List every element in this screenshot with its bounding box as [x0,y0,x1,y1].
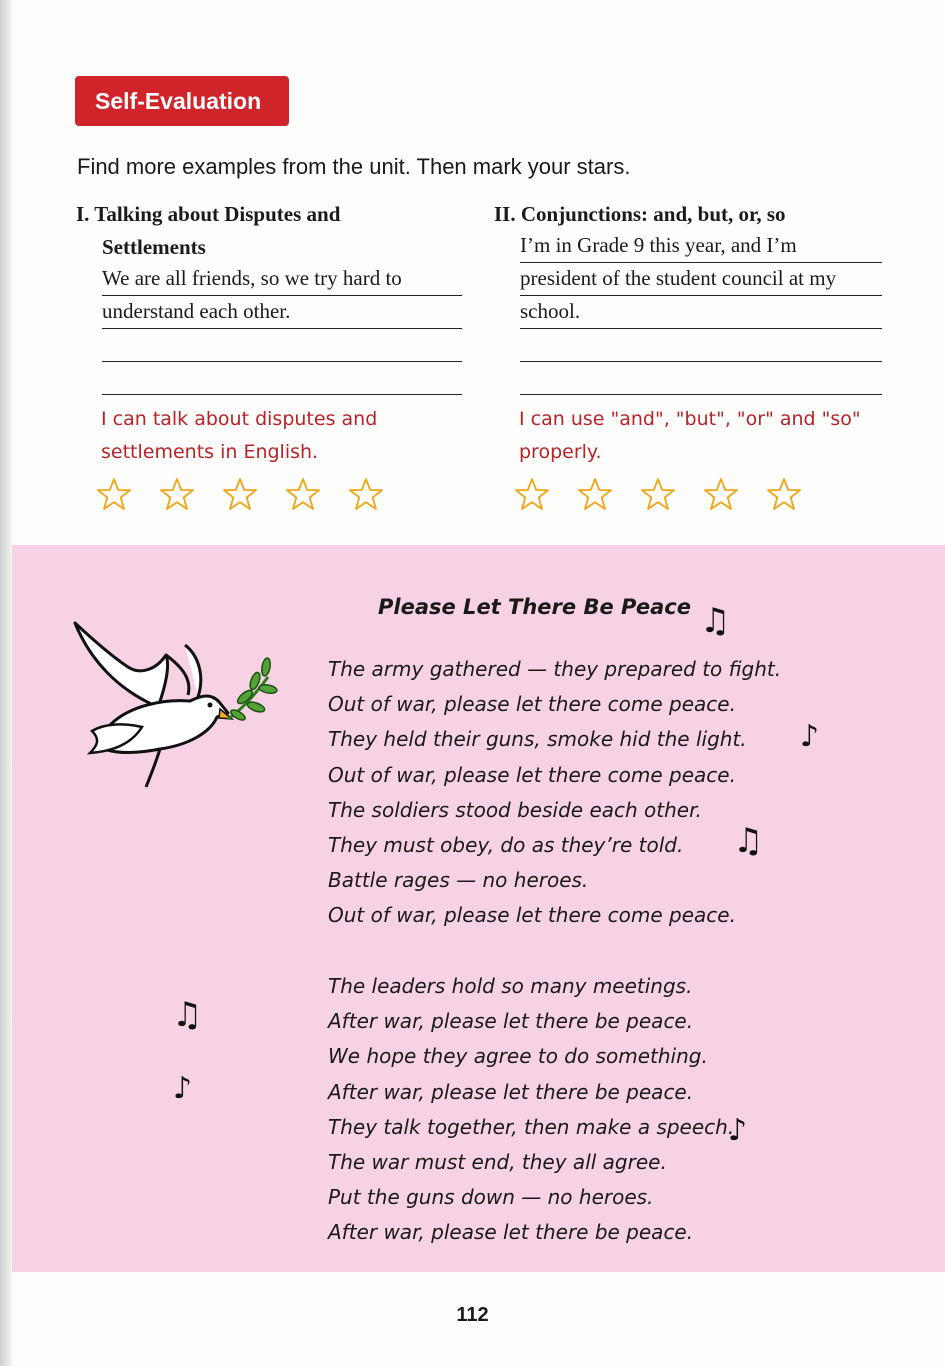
star-rating [96,477,466,513]
poem-line: They held their guns, smoke hid the light. [328,727,747,752]
book-spine-edge [0,0,12,1366]
poem-line: They talk together, then make a speech. [328,1114,735,1139]
answer-line[interactable] [102,362,462,395]
star-outline-icon[interactable] [348,477,384,513]
section-heading [494,198,884,231]
poem-line: After war, please let there be peace. [328,1079,694,1104]
poem-line: Battle rages — no heroes. [328,868,589,893]
poem-line: The soldiers stood beside each other. [328,797,702,822]
instruction-text: Find more examples from the unit. Then mark your stars. [77,154,631,179]
answer-line[interactable]: We are all friends, so we try hard to [102,263,462,296]
music-note-icon: ♪ [173,1071,193,1106]
poem-line: Out of war, please let there come peace. [328,692,736,717]
star-outline-icon[interactable] [159,477,195,513]
answer-line[interactable] [520,329,882,362]
music-note-icon: ♫ [700,601,731,641]
star-rating [514,477,884,513]
section-heading-line1: I. Talking about Disputes and [76,202,341,226]
section-heading-line2: Settlements [102,235,206,259]
music-note-icon: ♪ [800,719,820,754]
answer-line[interactable]: I’m in Grade 9 this year, and I’m [520,230,882,263]
poem-line: The army gathered — they prepared to fight. [328,657,782,681]
star-outline-icon[interactable] [766,477,802,513]
music-note-icon: ♫ [733,821,764,861]
poem-title: Please Let There Be Peace [378,595,691,619]
poem-stanza-2 [328,969,734,1251]
poem-line: After war, please let there be peace. [328,1009,694,1034]
poem-line: The war must end, they all agree. [328,1150,667,1175]
star-outline-icon[interactable] [96,477,132,513]
star-outline-icon[interactable] [285,477,321,513]
self-evaluation-badge: Self-Evaluation [75,76,289,126]
star-outline-icon[interactable] [640,477,676,513]
poem-line: Put the guns down — no heroes. [328,1185,654,1210]
can-do-statement [519,403,884,469]
page-number: 112 [456,1304,489,1326]
poem-stanza-1 [328,652,781,934]
dove-icon [70,615,285,795]
can-do-statement [101,403,466,469]
answer-lines [520,230,882,395]
can-do-line: properly. [519,441,602,463]
can-do-line: settlements in English. [101,441,319,463]
section-heading-line1: II. Conjunctions: and, but, or, so [494,202,786,226]
star-outline-icon[interactable] [514,477,550,513]
star-outline-icon[interactable] [222,477,258,513]
section-disputes [76,198,466,513]
can-do-line: I can use "and", "but", "or" and "so" [519,408,861,430]
answer-line[interactable] [102,329,462,362]
answer-line[interactable]: president of the student council at my [520,263,882,296]
poem-line: Out of war, please let there come peace. [328,903,736,928]
poem-line: We hope they agree to do something. [328,1044,708,1069]
star-outline-icon[interactable] [577,477,613,513]
poem-line: The leaders hold so many meetings. [328,974,693,998]
answer-line[interactable]: understand each other. [102,296,462,329]
can-do-line: I can talk about disputes and [101,408,378,430]
poem-line: Out of war, please let there come peace. [328,762,736,787]
music-note-icon: ♫ [172,995,203,1035]
music-note-icon: ♪ [728,1113,748,1148]
poem-line: They must obey, do as they’re told. [328,833,684,858]
section-conjunctions [494,198,884,513]
answer-lines [102,263,462,395]
star-outline-icon[interactable] [703,477,739,513]
answer-line[interactable] [520,362,882,395]
answer-line[interactable]: school. [520,296,882,329]
section-heading [76,198,466,264]
poem-line: After war, please let there be peace. [328,1220,694,1245]
